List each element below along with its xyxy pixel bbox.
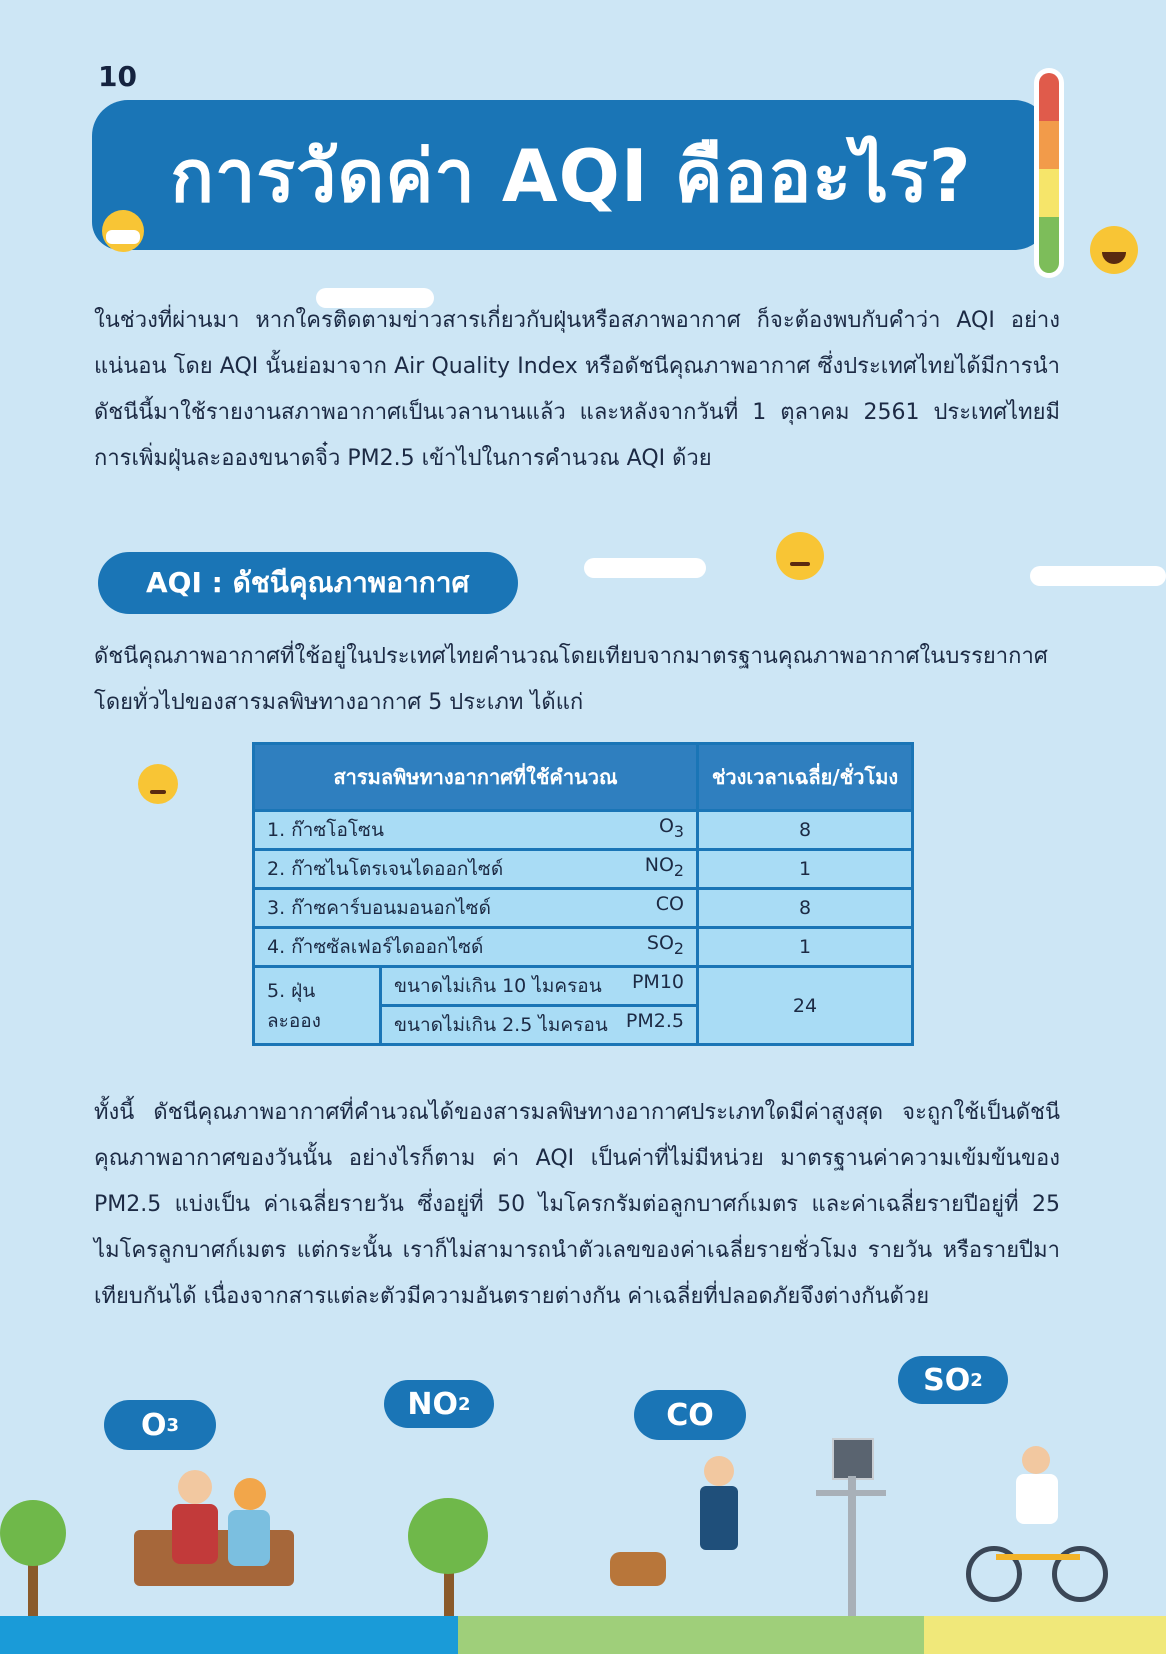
pollutant-symbol: $SO_2$ — [646, 932, 684, 958]
average-hours: 8 — [698, 811, 913, 850]
cloud — [1030, 566, 1166, 586]
dust-size: ขนาดไม่เกิน 10 ไมครอน — [394, 975, 602, 997]
pollutant-name: 4. ก๊าซซัลเฟอร์ไดออกไซด์ — [267, 936, 484, 958]
thermometer-icon — [1034, 68, 1064, 278]
table-row — [254, 928, 913, 967]
ground-strip — [458, 1616, 924, 1654]
average-hours: 1 — [698, 850, 913, 889]
table-row — [254, 811, 913, 850]
pollutant-name: 2. ก๊าซไนโตรเจนไดออกไซด์ — [267, 858, 504, 880]
table-row — [254, 889, 913, 928]
tree-illustration — [404, 1498, 494, 1616]
header-period: ช่วงเวลาเฉลี่ย/ชั่วโมง — [698, 744, 913, 811]
street-lamp-illustration — [816, 1438, 886, 1616]
pollutant-symbol: $NO_2$ — [644, 854, 684, 880]
pollutant-symbol: $O_3$ — [658, 815, 684, 841]
average-hours: 1 — [698, 928, 913, 967]
ground-strip — [0, 1616, 458, 1654]
average-hours: 8 — [698, 889, 913, 928]
conclusion-paragraph: ทั้งนี้ ดัชนีคุณภาพอากาศที่คำนวณได้ของสารมลพิษทางอากาศประเภทใดมีค่าสูงสุด จะถูกใช้เป็นดัชนีคุณภาพอากาศของวันนั้น อย่างไรก็ตาม ค่า AQI เป็นค่าที่ไม่มีหน่วย มาตรฐานค่าความเข้มข้นของ PM2.5 แบ่งเป็น ค่าเฉลี่ยรายวัน ซึ่งอยู่ที่ 50 ไมโครกรัมต่อลูกบาศก์เมตร และค่าเฉลี่ยรายปีอยู่ที่ 25 ไมโครลูกบาศก์เมตร แต่กระนั้น เราก็ไม่สามารถนำตัวเลขของค่าเฉลี่ยรายชั่วโมง รายวัน หรือรายปีมาเทียบกันได้ เนื่องจากสารแต่ละตัวมีความอันตรายต่างกัน ค่าเฉลี่ยที่ปลอดภัยจึงต่างกันด้วย — [94, 1100, 1060, 1309]
intro-paragraph: ในช่วงที่ผ่านมา หากใครติดตามข่าวสารเกี่ยวกับฝุ่นหรือสภาพอากาศ ก็จะต้องพบกับคำว่า AQI อย่างแน่นอน โดย AQI นั้นย่อมาจาก Air Quality Index หรือดัชนีคุณภาพอากาศ ซึ่งประเทศไทยได้มีการนำดัชนีนี้มาใช้รายงานสภาพอากาศเป็นเวลานานแล้ว และหลังจากวันที่ 1 ตุลาคม 2561 ประเทศไทยมีการเพิ่มฝุ่นละอองขนาดจิ๋ว PM2.5 เข้าไปในการคำนวณ AQI ด้วย — [94, 308, 1060, 471]
dust-size: ขนาดไม่เกิน 2.5 ไมครอน — [394, 1014, 608, 1036]
table-row — [254, 967, 913, 1006]
dust-code: PM2.5 — [625, 1010, 684, 1032]
mask-face-icon — [102, 210, 144, 252]
pollutant-bubble-so2: SO 2 — [898, 1356, 1008, 1404]
angry-face-icon — [138, 764, 178, 804]
pollutant-bubble-co: CO — [634, 1390, 746, 1440]
pollutant-name: 1. ก๊าซโอโซน — [267, 819, 384, 841]
woman-dog-illustration — [610, 1456, 760, 1616]
cloud — [584, 558, 706, 578]
pollutant-bubble-o3: O 3 — [104, 1400, 216, 1450]
smirk-face-icon — [776, 532, 824, 580]
pollutant-name: 3. ก๊าซคาร์บอนมอนอกไซด์ — [267, 897, 491, 919]
pollutant-symbol: CO — [655, 893, 684, 915]
pollutant-name: 5. ฝุ่นละออง — [254, 967, 381, 1045]
section-heading: AQI : ดัชนีคุณภาพอากาศ — [98, 552, 518, 614]
page-number: 10 — [98, 60, 137, 93]
header-pollutant: สารมลพิษทางอากาศที่ใช้คำนวณ — [254, 744, 698, 811]
title-banner — [92, 100, 1050, 250]
ground-strip — [924, 1616, 1166, 1654]
bench-people-illustration — [134, 1470, 294, 1616]
cyclist-illustration — [966, 1446, 1116, 1616]
tree-illustration — [0, 1500, 70, 1616]
pollutants-table — [252, 742, 914, 1046]
page-title: การวัดค่า AQI คืออะไร? — [170, 133, 972, 218]
average-hours: 24 — [698, 967, 913, 1045]
dust-code: PM10 — [631, 971, 684, 993]
section-text: ดัชนีคุณภาพอากาศที่ใช้อยู่ในประเทศไทยคำนวณโดยเทียบจากมาตรฐานคุณภาพอากาศในบรรยากาศโดยทั่วไปของสารมลพิษทางอากาศ 5 ประเภท ได้แก่ — [94, 644, 1048, 715]
pollutant-bubble-no2: NO 2 — [384, 1380, 494, 1428]
table-row — [254, 850, 913, 889]
grinning-face-icon — [1090, 226, 1138, 274]
